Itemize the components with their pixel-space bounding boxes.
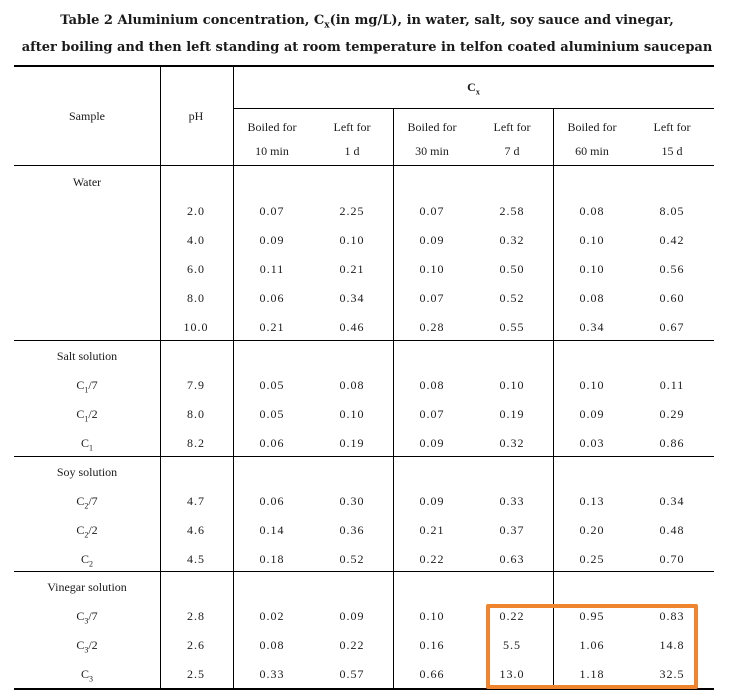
header-col-6-line-2: 15 d xyxy=(661,144,683,158)
table-cell: 0.33 xyxy=(499,494,525,508)
table-cell: 0.67 xyxy=(659,320,685,334)
header-col-1-line-2: 10 min xyxy=(255,144,289,158)
table-cell: 0.25 xyxy=(579,552,605,566)
row-sample-subscript: 1 xyxy=(84,414,89,424)
row-ph: 10.0 xyxy=(183,320,209,334)
row-sample-suffix: /7 xyxy=(88,494,98,508)
row-sample-main: C xyxy=(80,436,89,450)
row-sample-subscript: 3 xyxy=(84,645,89,655)
row-sample-subscript: 1 xyxy=(84,385,89,395)
row-sample xyxy=(14,436,160,455)
table-cell: 0.70 xyxy=(659,552,685,566)
table-cell: 0.22 xyxy=(499,609,525,623)
table-cell: 0.11 xyxy=(259,262,285,276)
table-cell: 0.28 xyxy=(419,320,445,334)
table-cell: 0.34 xyxy=(579,320,605,334)
table-cell: 0.07 xyxy=(419,291,445,305)
table-cell: 0.09 xyxy=(419,494,445,508)
table-cell: 0.10 xyxy=(579,262,605,276)
row-sample-main: C xyxy=(80,667,89,681)
table-cell: 0.10 xyxy=(419,609,445,623)
row-ph: 8.2 xyxy=(187,436,205,450)
group-label: Salt solution xyxy=(56,349,118,363)
row-sample-main: C xyxy=(76,407,85,421)
table-cell: 0.09 xyxy=(579,407,605,421)
table-cell: 1.18 xyxy=(579,667,605,681)
table-cell: 0.10 xyxy=(579,233,605,247)
table-cell: 1.06 xyxy=(579,638,605,652)
table-cell: 0.29 xyxy=(659,407,685,421)
table-cell: 2.25 xyxy=(339,204,365,218)
table-cell: 0.48 xyxy=(659,523,685,537)
caption-subscript: x xyxy=(324,20,330,31)
table-cell: 14.8 xyxy=(659,638,685,652)
table-caption-line-1 xyxy=(0,13,734,31)
header-sample: Sample xyxy=(69,109,105,123)
row-sample-main: C xyxy=(76,609,85,623)
table-cell: 0.50 xyxy=(499,262,525,276)
row-sample-subscript: 2 xyxy=(84,530,89,540)
row-ph: 2.5 xyxy=(187,667,205,681)
table-cell: 0.86 xyxy=(659,436,685,450)
table-cell: 0.11 xyxy=(659,378,685,392)
row-ph: 8.0 xyxy=(187,407,205,421)
row-sample-main: C xyxy=(76,523,85,537)
row-sample-main: C xyxy=(76,494,85,508)
row-sample-suffix: /2 xyxy=(88,523,98,537)
row-sample xyxy=(14,378,160,397)
row-ph: 2.6 xyxy=(187,638,205,652)
group-label: Vinegar solution xyxy=(47,580,127,594)
table-cell: 0.36 xyxy=(339,523,365,537)
table-cell: 0.57 xyxy=(339,667,365,681)
header-col-5-line-1: Boiled for xyxy=(567,120,617,134)
table-cell: 0.21 xyxy=(419,523,445,537)
table-cell: 0.22 xyxy=(339,638,365,652)
table-cell: 0.20 xyxy=(579,523,605,537)
table-cell: 0.14 xyxy=(259,523,285,537)
row-ph: 8.0 xyxy=(187,291,205,305)
table-rule xyxy=(14,65,714,67)
table-divider xyxy=(553,108,554,688)
table-cell: 0.07 xyxy=(259,204,285,218)
row-sample-suffix: /2 xyxy=(88,407,98,421)
table-cell: 0.09 xyxy=(339,609,365,623)
table-cell: 0.08 xyxy=(419,378,445,392)
header-col-2-line-1: Left for xyxy=(333,120,371,134)
table-cell: 0.03 xyxy=(579,436,605,450)
table-rule xyxy=(14,165,714,166)
table-cell: 2.58 xyxy=(499,204,525,218)
table-cell: 0.05 xyxy=(259,407,285,421)
table-cell: 0.52 xyxy=(499,291,525,305)
row-sample-suffix: /7 xyxy=(88,609,98,623)
table-cell: 0.32 xyxy=(499,233,525,247)
table-cell: 0.16 xyxy=(419,638,445,652)
header-col-3-line-1: Boiled for xyxy=(407,120,457,134)
table-cell: 0.08 xyxy=(579,204,605,218)
table-cell: 0.63 xyxy=(499,552,525,566)
row-sample-suffix: /7 xyxy=(88,378,98,392)
table-cell: 0.13 xyxy=(579,494,605,508)
row-ph: 4.6 xyxy=(187,523,205,537)
table-cell: 0.83 xyxy=(659,609,685,623)
row-sample-subscript: 2 xyxy=(84,501,89,511)
header-col-6-line-1: Left for xyxy=(653,120,691,134)
row-sample-main: C xyxy=(80,552,89,566)
table-cell: 0.07 xyxy=(419,204,445,218)
header-cx: $C_x$ xyxy=(467,80,480,97)
table-cell: 0.06 xyxy=(259,291,285,305)
table-cell: 0.02 xyxy=(259,609,285,623)
table-divider xyxy=(233,65,234,688)
header-ph: pH xyxy=(188,109,204,123)
row-ph: 2.0 xyxy=(187,204,205,218)
header-col-1-line-1: Boiled for xyxy=(247,120,297,134)
table-cell: 0.32 xyxy=(499,436,525,450)
row-sample-subscript: 3 xyxy=(89,674,93,684)
table-rule xyxy=(14,340,714,341)
table-cell: 0.19 xyxy=(499,407,525,421)
table-cell: 0.34 xyxy=(339,291,365,305)
table-divider xyxy=(160,65,161,688)
row-ph: 2.8 xyxy=(187,609,205,623)
table-cell: 0.37 xyxy=(499,523,525,537)
table-cell: 0.07 xyxy=(419,407,445,421)
table-cell: 13.0 xyxy=(499,667,525,681)
table-cell: 0.34 xyxy=(659,494,685,508)
row-sample xyxy=(14,407,160,426)
table-cell: 0.33 xyxy=(259,667,285,681)
table-rule xyxy=(233,108,714,109)
table-cell: 0.42 xyxy=(659,233,685,247)
table-cell: 0.08 xyxy=(339,378,365,392)
table-cell: 0.10 xyxy=(499,378,525,392)
table-cell: 0.30 xyxy=(339,494,365,508)
table-cell: 0.95 xyxy=(579,609,605,623)
row-sample xyxy=(14,667,160,686)
row-ph: 6.0 xyxy=(187,262,205,276)
row-sample-main: C xyxy=(76,638,85,652)
table-cell: 0.10 xyxy=(419,262,445,276)
row-sample-subscript: 1 xyxy=(89,443,93,453)
row-ph: 4.5 xyxy=(187,552,205,566)
caption-prefix: Table 2 Aluminium concentration, C xyxy=(60,13,325,28)
table-divider xyxy=(393,108,394,688)
row-sample xyxy=(14,523,160,542)
row-ph: 7.9 xyxy=(187,378,205,392)
table-cell: 0.09 xyxy=(259,233,285,247)
table-cell: 0.06 xyxy=(259,494,285,508)
row-sample xyxy=(14,552,160,571)
header-col-3-line-2: 30 min xyxy=(415,144,449,158)
row-sample-subscript: 3 xyxy=(84,616,89,626)
table-cell: 0.21 xyxy=(339,262,365,276)
group-label: Water xyxy=(72,175,102,189)
row-sample-subscript: 2 xyxy=(89,559,93,569)
header-cx-subscript: x xyxy=(475,87,480,97)
row-sample xyxy=(14,609,160,628)
table-cell: 8.05 xyxy=(659,204,685,218)
table-cell: 0.09 xyxy=(419,233,445,247)
table-cell: 5.5 xyxy=(503,638,521,652)
header-col-4-line-2: 7 d xyxy=(504,144,520,158)
table-cell: 0.60 xyxy=(659,291,685,305)
row-sample xyxy=(14,494,160,513)
table-cell: 0.18 xyxy=(259,552,285,566)
table-cell: 0.08 xyxy=(259,638,285,652)
table-cell: 0.56 xyxy=(659,262,685,276)
table-cell: 0.55 xyxy=(499,320,525,334)
row-ph: 4.7 xyxy=(187,494,205,508)
caption-suffix: (in mg/L), in water, salt, soy sauce and vinegar, xyxy=(329,13,674,28)
table-cell: 0.46 xyxy=(339,320,365,334)
table-cell: 0.21 xyxy=(259,320,285,334)
row-sample-suffix: /2 xyxy=(88,638,98,652)
table-cell: 0.08 xyxy=(579,291,605,305)
highlight-box xyxy=(486,604,698,689)
table-cell: 0.19 xyxy=(339,436,365,450)
row-sample-main: C xyxy=(76,378,85,392)
table-cell: 0.05 xyxy=(259,378,285,392)
header-col-5-line-2: 60 min xyxy=(575,144,609,158)
group-label: Soy solution xyxy=(56,465,118,479)
table-cell: 0.10 xyxy=(339,233,365,247)
row-ph: 4.0 xyxy=(187,233,205,247)
table-caption-line-2: after boiling and then left standing at room temperature in telfon coated aluminium saucepan xyxy=(21,40,713,55)
table-rule xyxy=(14,456,714,457)
table-cell: 0.10 xyxy=(579,378,605,392)
row-sample xyxy=(14,638,160,657)
table-cell: 0.09 xyxy=(419,436,445,450)
table-cell: 0.66 xyxy=(419,667,445,681)
table-cell: 0.22 xyxy=(419,552,445,566)
header-col-2-line-2: 1 d xyxy=(344,144,360,158)
table-cell: 0.10 xyxy=(339,407,365,421)
table-cell: 0.52 xyxy=(339,552,365,566)
table-cell: 0.06 xyxy=(259,436,285,450)
header-col-4-line-1: Left for xyxy=(493,120,531,134)
table-cell: 32.5 xyxy=(659,667,685,681)
